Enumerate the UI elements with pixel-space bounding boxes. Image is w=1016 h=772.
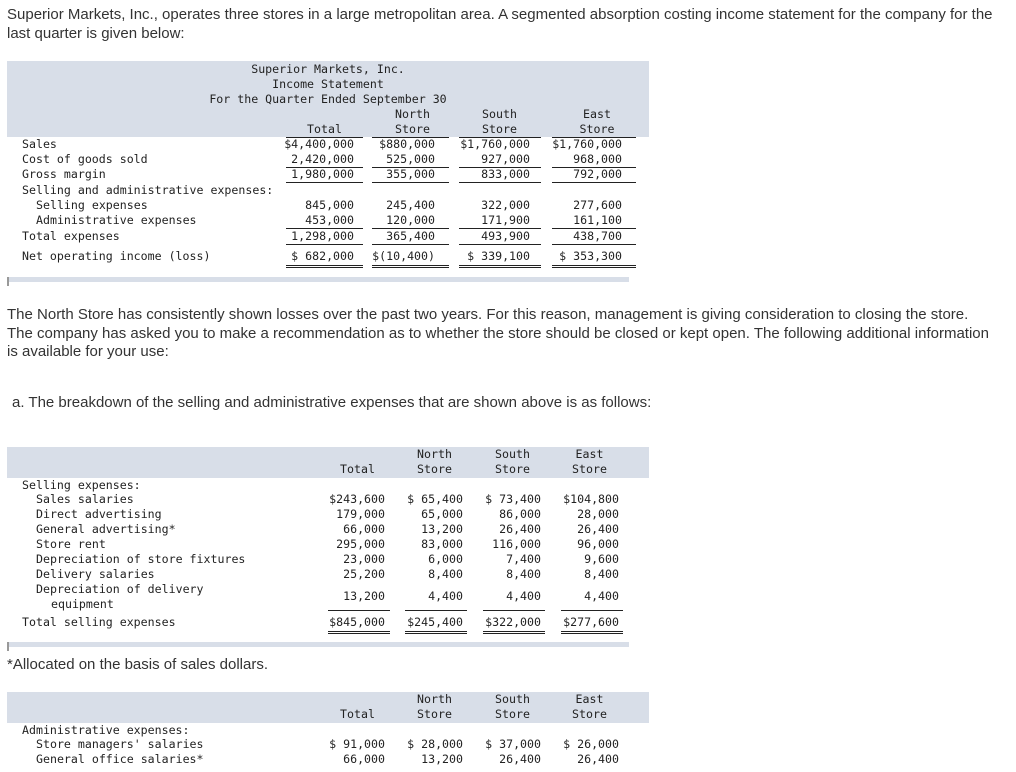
statement-title: Income Statement xyxy=(272,77,384,91)
table-row: Total selling expenses $845,000 $245,400 $322,000 $277,600 xyxy=(22,615,619,629)
row-label: Administrative expenses xyxy=(36,213,197,227)
row-label: Sales xyxy=(22,137,57,151)
table-row: General advertising* 66,000 13,200 26,400 26,400 xyxy=(36,522,619,536)
row-label: Gross margin xyxy=(22,167,106,181)
header-east-1: East xyxy=(583,107,611,121)
table-row: Sales $4,400,000 $880,000 $1,760,000 $1,760,000 xyxy=(22,137,622,151)
table-row: Store managers' salaries $ 91,000 $ 28,000 $ 37,000 $ 26,000 xyxy=(36,737,619,751)
row-label: Net operating income (loss) xyxy=(22,249,211,263)
footnote: *Allocated on the basis of sales dollars. xyxy=(7,656,268,673)
table-row: Sales salaries $243,600 $ 65,400 $ 73,400 $104,800 xyxy=(36,492,619,506)
header-total: Total xyxy=(307,122,342,136)
table-row: General office salaries* 66,000 13,200 26,400 26,400 xyxy=(36,752,619,766)
table-row: Depreciation of store fixtures 23,000 6,000 7,400 9,600 xyxy=(36,552,619,566)
header-south-2: Store xyxy=(482,122,517,136)
admin-expenses-table: North South East Total Store Store Store Administrative expenses: Store managers' salaries $ 91,000 $ 28,000 $ 37,000 $ 26,000 General office salaries* 66,000 13,200 26,400 26,400 xyxy=(7,692,649,772)
table-row: Depreciation of delivery xyxy=(36,582,204,596)
selling-expenses-table: North South East Total Store Store Store Selling expenses: Sales salaries $243,600 $ 65,400 $ 73,400 $104,800 Direct advertising 179,000 65,000 86,000 28,000 General advertising* 66,000 13,200 26,400 26,400 Store rent 295,000 83,000 116,000 96,000 Depreciation of store fixtures 23,000 6,000 7,400 9,600 Delivery salaries 25,200 8,400 8,400 8,400 Depreciation of delivery 13,200 4,400 4,400 4,400 equipment Total selling expenses $845,000 $245,400 $322,000 $277,600 xyxy=(7,447,649,637)
header-north-1: North xyxy=(395,107,430,121)
section-label: Administrative expenses: xyxy=(22,723,190,737)
header-south-1: South xyxy=(482,107,517,121)
row-label: Selling and administrative expenses: xyxy=(22,183,274,197)
table-row xyxy=(7,183,649,198)
north-store-paragraph: The North Store has consistently shown losses over the past two years. For this reason, management is giving consideration to closing the store. The company has asked you to make a recommendation as to whether the store should be closed or kept open. The following additional information is available for your use: xyxy=(7,306,989,360)
row-label: Cost of goods sold xyxy=(22,152,148,166)
row-label: Selling expenses xyxy=(36,198,148,212)
table-row: Net operating income (loss) $ 682,000 $(10,400) $ 339,100 $ 353,300 xyxy=(22,249,622,263)
table-bottom-bar xyxy=(7,277,629,282)
breakdown-intro: a. The breakdown of the selling and administrative expenses that are shown above is as follows: xyxy=(12,394,652,411)
company-name: Superior Markets, Inc. xyxy=(251,62,405,76)
table-row: Direct advertising 179,000 65,000 86,000 28,000 xyxy=(36,507,619,521)
table-row: Cost of goods sold 2,420,000 525,000 927,000 968,000 xyxy=(22,152,622,166)
income-statement-table xyxy=(7,61,649,271)
table-row: equipment xyxy=(51,597,114,611)
table-row: Delivery salaries 25,200 8,400 8,400 8,400 xyxy=(36,567,619,581)
row-label: Total expenses xyxy=(22,229,120,243)
header-east-2: Store xyxy=(579,122,615,136)
table-row: Store rent 295,000 83,000 116,000 96,000 xyxy=(36,537,619,551)
table-row: Gross margin 1,980,000 355,000 833,000 792,000 xyxy=(22,167,622,181)
table-row: 13,200 4,400 4,400 4,400 xyxy=(343,589,619,603)
table-row: Administrative expenses 453,000 120,000 171,900 161,100 xyxy=(36,213,622,227)
intro-paragraph: Superior Markets, Inc., operates three stores in a large metropolitan area. A segmented absorption costing income statement for the company for the last quarter is given below: xyxy=(7,6,993,42)
header-north-2: Store xyxy=(395,122,430,136)
table-row: Total expenses 1,298,000 365,400 493,900 438,700 xyxy=(22,229,622,243)
table-row: Selling expenses 845,000 245,400 322,000 277,600 xyxy=(36,198,622,212)
statement-period: For the Quarter Ended September 30 xyxy=(209,92,447,106)
section-label: Selling expenses: xyxy=(22,478,141,492)
table-bottom-bar xyxy=(7,642,629,647)
